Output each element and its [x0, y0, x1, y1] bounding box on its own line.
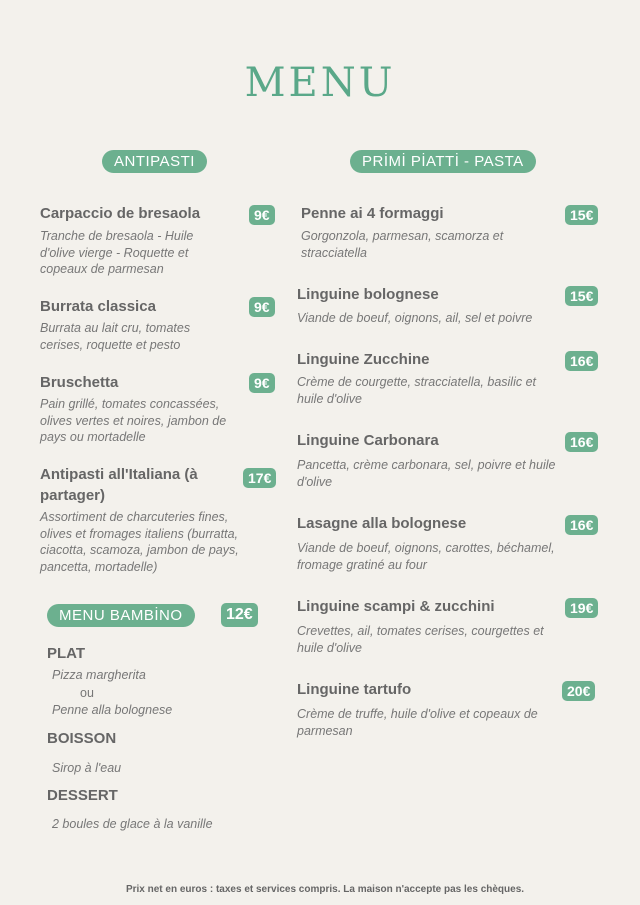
item-description: Gorgonzola, parmesan, scamorza et stracciatella [301, 229, 504, 260]
item-description: Pain grillé, tomates concassées, olives vertes et noires, jambon de pays ou mortadelle [40, 397, 227, 444]
item-description: Burrata au lait cru, tomates cerises, roquette et pesto [40, 321, 191, 352]
item-name: Linguine Carbonara [297, 432, 439, 449]
dessert-title: DESSERT [47, 787, 118, 804]
item-name: Bruschetta [40, 374, 119, 391]
item-description: Crème de courgette, stracciatella, basilic et huile d'olive [297, 375, 536, 406]
item-name: Lasagne alla bolognese [297, 515, 467, 532]
primi-heading: PRİMİ PİATTİ - PASTA [350, 150, 536, 173]
boisson-item: Sirop à l'eau [52, 761, 122, 775]
item-name: Linguine Zucchine [297, 351, 430, 368]
item-description: Tranche de bresaola - Huile d'olive vierge - Roquette et copeaux de parmesan [40, 229, 194, 276]
item-description: Viande de boeuf, oignons, ail, sel et poivre [297, 311, 533, 325]
antipasti-heading: ANTIPASTI [102, 150, 207, 173]
menu-title: MENU [244, 60, 396, 106]
price-badge: 15€ [565, 286, 598, 306]
item-name: Linguine scampi & zucchini [297, 598, 495, 615]
plat-or: ou [80, 686, 94, 700]
item-description: Crevettes, ail, tomates cerises, courgettes et huile d'olive [297, 624, 544, 655]
boisson-title: BOISSON [47, 730, 117, 747]
item-name: Carpaccio de bresaola [40, 205, 201, 222]
price-badge: 16€ [565, 515, 598, 535]
price-badge: 16€ [565, 351, 598, 371]
item-description: Assortiment de charcuteries fines, olives et fromages italiens (burratta, ciacotta, scamoza, jambon de pays, pancetta, mortadelle) [40, 510, 239, 574]
bambino-heading: MENU BAMBİNO [47, 604, 195, 627]
price-badge: 16€ [565, 432, 598, 452]
price-badge: 9€ [249, 373, 275, 393]
dessert-item: 2 boules de glace à la vanille [52, 817, 213, 831]
item-name: Antipasti all'Italiana (à partager) [40, 466, 198, 504]
footer-note: Prix net en euros : taxes et services compris. La maison n'accepte pas les chèques. [125, 884, 525, 895]
price-badge: 15€ [565, 205, 598, 225]
item-name: Burrata classica [40, 298, 156, 315]
item-name: Linguine tartufo [297, 681, 412, 698]
price-badge: 19€ [565, 598, 598, 618]
price-badge: 9€ [249, 205, 275, 225]
item-description: Viande de boeuf, oignons, carottes, béchamel, fromage gratiné au four [297, 541, 555, 572]
plat-option: Penne alla bolognese [52, 703, 173, 717]
item-description: Crème de truffe, huile d'olive et copeaux de parmesan [297, 707, 538, 738]
plat-option: Pizza margherita [52, 668, 146, 682]
item-name: Penne ai 4 formaggi [301, 205, 444, 222]
bambino-price-badge: 12€ [221, 603, 258, 627]
price-badge: 20€ [562, 681, 595, 701]
plat-title: PLAT [47, 645, 86, 662]
price-badge: 9€ [249, 297, 275, 317]
price-badge: 17€ [243, 468, 276, 488]
item-name: Linguine bolognese [297, 286, 439, 303]
item-description: Pancetta, crème carbonara, sel, poivre et huile d'olive [297, 458, 556, 489]
